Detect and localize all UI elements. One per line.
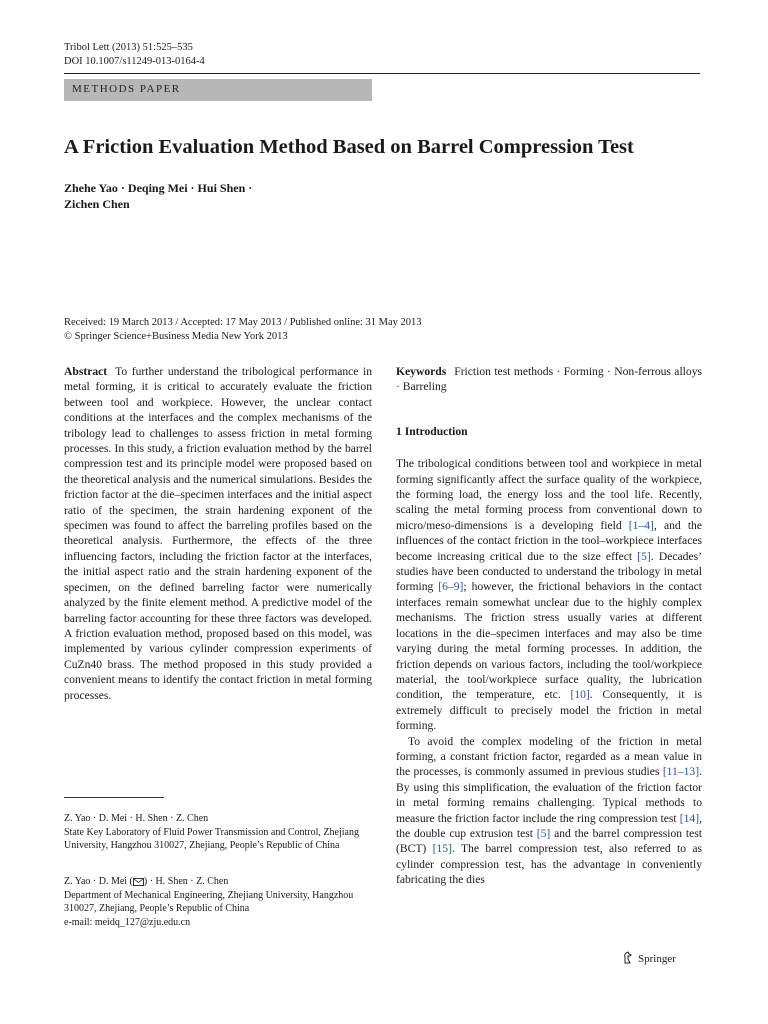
affiliation-1-names: Z. Yao · D. Mei · H. Shen · Z. Chen <box>64 813 209 824</box>
text-run: . The barrel compression test, also referred to as cylinder compression test, has the advantage in conveniently fabricating the dies <box>396 842 702 887</box>
dates-line: Received: 19 March 2013 / Accepted: 17 May 2013 / Published online: 31 May 2013 <box>64 317 422 328</box>
text-run: The tribological conditions between tool and workpiece in metal forming significantly affect the surface quality of the workpiece, the forming load, the energy loss and the tool life. Recently, scaling the metal forming process from conventional down to micro/meso-dimensions is a developing field <box>396 457 702 532</box>
keywords <box>396 364 702 395</box>
affiliation-2-names <box>64 875 384 889</box>
text-run: and the barrel compression test (BCT) <box>396 826 702 856</box>
paper-title: A Friction Evaluation Method Based on Barrel Compression Test <box>64 136 634 158</box>
header-rule <box>64 73 700 74</box>
affiliation-2 <box>64 875 384 929</box>
journal-header <box>64 41 205 69</box>
article-type-banner <box>64 79 372 101</box>
text-run: . Consequently, it is extremely difficult to precisely model the friction in metal forming. <box>396 688 702 733</box>
abstract-section <box>64 364 372 703</box>
text-run: . By using this simplification, the evaluation of the friction factor in metal forming remains challenging. Typical methods to measure the friction factor include the ring compression test <box>396 765 702 825</box>
citation-link[interactable]: [14] <box>679 811 700 825</box>
keywords-heading: Keywords <box>396 365 447 378</box>
citation-link[interactable]: [5] <box>536 826 551 840</box>
text-run: , and the influences of the contact friction in the tool–workpiece interfaces become increasing critical due to the size effect <box>396 518 702 563</box>
springer-horse-icon <box>622 951 634 967</box>
intro-paragraph-2 <box>396 734 702 888</box>
authors-line-2: Zichen Chen <box>64 197 130 211</box>
journal-citation: Tribol Lett (2013) 51:525–535 <box>64 42 193 53</box>
right-column <box>396 364 702 888</box>
intro-paragraph-1 <box>396 456 702 733</box>
text-run: To avoid the complex modeling of the friction in metal forming, a constant friction factor, regarded as a mean value in the processes, is commonly assumed in previous studies <box>396 734 702 779</box>
text-run: ) · H. Shen · Z. Chen <box>143 876 229 887</box>
authors-line-1: Zhehe Yao · Deqing Mei · Hui Shen · <box>64 181 253 195</box>
author-list <box>64 180 364 212</box>
section-heading-introduction: 1 Introduction <box>396 424 468 438</box>
text-run: ; however, the frictional behaviors in the contact interfaces remain somewhat unclear due to the highly complex mechanisms. The friction stress usually varies at different locations in the die–specimen interfaces and may also be time varying during the metal forming processes. In addition, the friction depends on various factors, including the tool/workpiece material, the tool/workpiece surface quality, the lubrication condition, the temperature, etc. <box>396 580 702 702</box>
citation-link[interactable]: [1–4] <box>628 518 654 532</box>
abstract-heading: Abstract <box>64 365 108 378</box>
affiliation-1-text: State Key Laboratory of Fluid Power Transmission and Control, Zhejiang University, Hangzhou 310027, Zhejiang, People’s Republic of China <box>64 826 359 851</box>
publication-dates <box>64 316 724 343</box>
copyright-line: © Springer Science+Business Media New York 2013 <box>64 330 288 342</box>
citation-link[interactable]: [10] <box>570 688 590 702</box>
text-run: Z. Yao · D. Mei ( <box>64 876 133 887</box>
article-type-label: METHODS PAPER <box>72 83 181 95</box>
citation-link[interactable]: [15] <box>432 842 452 856</box>
abstract-text: To further understand the tribological performance in metal forming, it is critical to accurately evaluate the friction between tool and workpiece. However, the unclear contact conditions at the interfaces and the complex mechanisms of the tribology lead to challenges to assess friction in metal forming processes. In this study, a friction evaluation method by the barrel compression test and its principle model were proposed based on the theoretical analysis and the numerical simulations. Besides the friction factor at the die–specimen interfaces and the initial aspect ratio of the specimen, the strain hardening exponent of the specimen was found to affect the barreling profiles based on the theoretical analysis. Furthermore, the effects of the three influencing factors, including the friction factor at the interfaces, the initial aspect ratio and the strain hardening exponent of the specimen, on the defined barreling factor were numerically analyzed by the finite element method. A predictive model of the barreling factor accounting for these three factors was developed. A friction evaluation method, proposed based on this model, was implemented by various cylinder compression experiments of CuZn40 brass. The method proposed in this study provided a convenient means to identify the contact friction in metal forming processes. <box>64 365 372 702</box>
corresponding-email[interactable]: e-mail: meidq_127@zju.edu.cn <box>64 916 191 928</box>
citation-link[interactable]: [5] <box>637 549 651 563</box>
affiliation-2-text: Department of Mechanical Engineering, Zhejiang University, Hangzhou 310027, Zhejiang, People’s Republic of China <box>64 889 354 914</box>
citation-link[interactable]: [11–13] <box>662 765 700 779</box>
affiliation-1 <box>64 812 384 853</box>
footnote-rule <box>64 797 164 798</box>
publisher-mark <box>622 951 676 967</box>
keywords-text: Friction test methods · Forming · Non-ferrous alloys · Barreling <box>396 365 702 394</box>
publisher-name: Springer <box>638 953 676 965</box>
text-run: . Decades’ studies have been conducted to understand the tribology in metal forming <box>396 549 702 594</box>
text-run: , the double cup extrusion test <box>396 811 702 840</box>
doi: DOI 10.1007/s11249-013-0164-4 <box>64 56 205 67</box>
citation-link[interactable]: [6–9] <box>438 580 464 594</box>
envelope-icon <box>133 878 144 886</box>
